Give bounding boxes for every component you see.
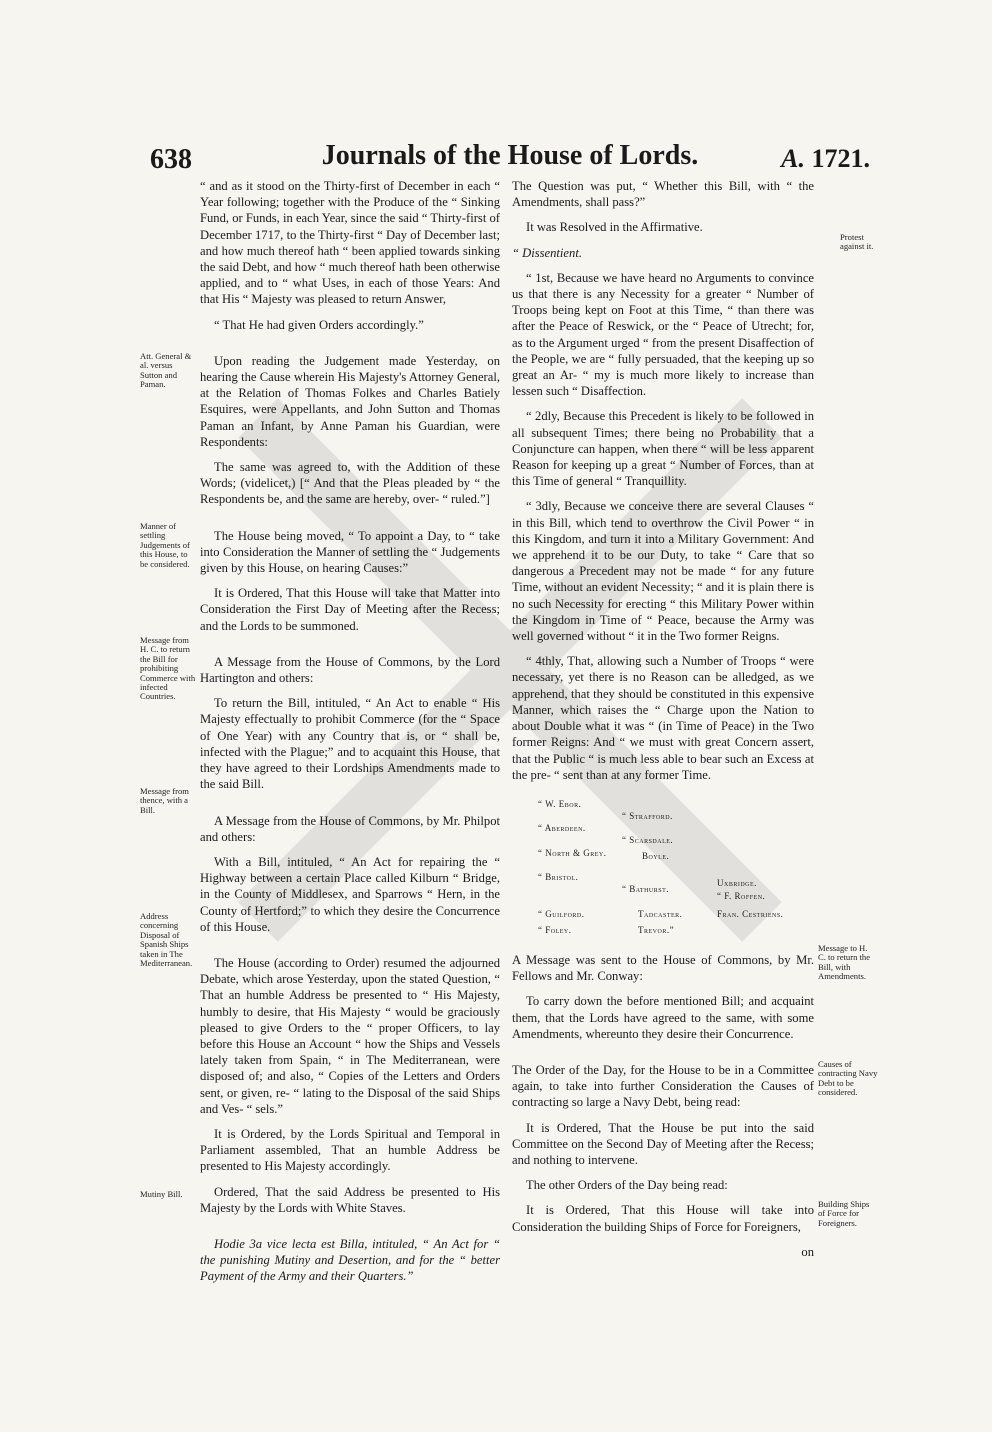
paragraph: “ and as it stood on the Thirty-first of December in each “ Year following; together with the Produce of the “ Sinking Fund, or Funds, in each Year, since the said “ Thirty-first of December 1717, to the Thirty-first “ Day of December last; and how much thereof hath “ been applied towards sinking the said Debt, and how “ much thereof hath been otherwise applied, and to “ what Uses, in each of those Years: And that His “ Majesty was pleased to return Answer, [200, 179, 500, 307]
margin-note: Protest against it. [840, 232, 874, 252]
signatures-block [512, 792, 814, 935]
signature: “ W. Ebor. [538, 798, 582, 809]
margin-note: Message to H. C. to return the Bill, with Amendments. [818, 943, 871, 982]
signature: Uxbridge. [717, 877, 757, 888]
signature: Boyle. [642, 850, 670, 861]
signature: “ North & Grey. [538, 847, 607, 858]
paragraph: It is Ordered, That this House will take into Consideration the building Ships of Force for Foreigners, [512, 1203, 814, 1234]
margin-note: Address concerning Disposal of Spanish Ships taken in The Mediterranean. [140, 911, 193, 969]
paragraph: It is Ordered, That this House will take that Matter into Consideration the First Day of Meeting after the Recess; and the Lords to be summoned. [200, 586, 500, 633]
journal-title: Journals of the House of Lords. [321, 140, 699, 171]
margin-note: Att. General & al. versus Sutton and Paman. [140, 351, 192, 390]
signature: “ Foley. [538, 924, 572, 935]
margin-note: Building Ships of Force for Foreigners. [818, 1199, 870, 1228]
paragraph: The Order of the Day, for the House to be in a Committee again, to take into further Consideration the Causes of contracting so large a Navy Debt, being read: [512, 1062, 814, 1110]
page-number: 638 [150, 144, 192, 175]
year-marker: A. 1721. [781, 144, 870, 173]
signature: “ Aberdeen. [538, 822, 586, 833]
signature: “ Scarsdale. [622, 834, 674, 845]
paragraph: The other Orders of the Day being read: [526, 1178, 728, 1193]
page-header [150, 140, 870, 180]
paragraph: A Message was sent to the House of Commons, by Mr. Fellows and Mr. Conway: [512, 952, 814, 984]
right-column [512, 178, 814, 1269]
paragraph: “ 4thly, That, allowing such a Number of Troops “ were necessary, yet there is no Reason can be alledged, as we apprehend, that they should be constituted in this expensive Manner, which raises the “ Charge upon the Nation to about Double what it was “ (in Time of Peace) in the Two former Reigns: And “ we must with great Concern assert, that the Public “ is much less able to bear such an Excess at the pre- “ sent than at any former Time. [512, 654, 814, 782]
signature: Tadcaster. [638, 908, 683, 919]
signature: “ Bristol. [538, 871, 579, 882]
paragraph: Hodie 3a vice lecta est Billa, intituled, “ An Act for “ the punishing Mutiny and Desertion, and for the “ better Payment of the Army and their Quarters.” [200, 1236, 500, 1284]
paragraph: The House (according to Order) resumed the adjourned Debate, which arose Yesterday, upon the stated Question, “ That an humble Address be presented to “ His Majesty, humbly to desire, that His Majesty “ would be graciously pleased to give Orders to the “ proper Officers, to lay before this House an Account “ how the Ships and Vessels lately taken from Spain, “ in The Mediterranean, were disposed of; and also, “ Copies of the Letters and Orders sent, or given, re- “ lating to the Disposal of the said Ships and Ves- “ sels.” [200, 955, 500, 1116]
signature: “ Strafford. [622, 810, 673, 821]
catchword: on [801, 1244, 814, 1259]
paragraph: “ 2dly, Because this Precedent is likely to be followed in all subsequent Times; there being no Probability that a Conjuncture can happen, when there “ will be less apparent Reason for keeping up a great “ Number of Forces, than at this Time of general “ Tranquillity. [512, 409, 814, 489]
dissent-heading: “ Dissentient. [512, 245, 582, 260]
left-column [200, 178, 500, 1294]
margin-note: Causes of contracting Navy Debt to be considered. [818, 1059, 878, 1098]
paragraph: The House being moved, “ To appoint a Day, to “ take into Consideration the Manner of settling the “ Judgements given by this House, on hearing Causes:” [200, 528, 500, 576]
paragraph: The Question was put, “ Whether this Bill, with “ the Amendments, shall pass?” [512, 179, 814, 210]
signature: Fran. Cestriens. [717, 908, 784, 919]
paragraph: It was Resolved in the Affirmative. [526, 220, 703, 235]
signature: “ Guilford. [538, 908, 585, 919]
paragraph: A Message from the House of Commons, by Mr. Philpot and others: [200, 813, 500, 844]
paragraph: It is Ordered, by the Lords Spiritual and Temporal in Parliament assembled, That an humble Address be presented to His Majesty accordingly. [200, 1126, 500, 1174]
paragraph: “ That He had given Orders accordingly.” [214, 317, 424, 332]
margin-note: Message from H. C. to return the Bill for prohibiting Commerce with infected Countries. [140, 635, 196, 702]
margin-note: Mutiny Bill. [140, 1189, 183, 1199]
paragraph: Upon reading the Judgement made Yesterday, on hearing the Cause wherein His Majesty's Attorney General, at the Relation of Thomas Folkes and Charles Batiely Esquires, were Appellants, and John Sutton and Thomas Paman an Infant, by Anne Paman his Guardian, were Respondents: [200, 353, 500, 449]
paragraph: To return the Bill, intituled, “ An Act to enable “ His Majesty effectually to prohibit Commerce (for the “ Space of One Year) with any Country that is, or “ shall be, infected with the Plague;” and to acquaint this House, that they have agreed to their Lordships Amendments made to the said Bill. [200, 696, 500, 792]
paragraph: The same was agreed to, with the Addition of these Words; (videlicet,) [“ And that the Pleas pleaded by “ the Respondents be, and the same are hereby, over- “ ruled.”] [200, 460, 500, 507]
paragraph: It is Ordered, That the House be put into the said Committee on the Second Day of Meeting after the Recess; and nothing to intervene. [512, 1120, 814, 1167]
signature: Trevor.” [638, 924, 675, 935]
paragraph: A Message from the House of Commons, by the Lord Hartington and others: [200, 654, 500, 686]
paragraph: With a Bill, intituled, “ An Act for repairing the “ Highway between a certain Place called Kilburn “ Bridge, in the County of Middlesex, and Sparrows “ Hern, in the County of Hertford;” to which they desire the Concurrence of this House. [200, 854, 500, 934]
paragraph: To carry down the before mentioned Bill; and acquaint them, that the Lords have agreed to the same, with some Amendments, whereunto they desire their Concurrence. [512, 994, 814, 1041]
margin-note: Message from thence, with a Bill. [140, 786, 189, 815]
signature: “ F. Roffen. [717, 890, 766, 901]
paragraph: “ 3dly, Because we conceive there are several Clauses “ in this Bill, which tend to overthrow the Civil Power “ in this Kingdom, and turn it into a Military Government: And we apprehend it to be our Duty, to take “ Care that so dangerous a Precedent may not be made “ for any future Time, without an evident Necessity; “ and it is plain there is no such Necessity for erecting “ this Military Power within the Kingdom in Time of “ Peace, because the Army was well governed without “ it in the Two former Reigns. [512, 499, 814, 644]
paragraph: Ordered, That the said Address be presented to His Majesty by the Lords with White Staves. [200, 1184, 500, 1215]
paragraph: “ 1st, Because we have heard no Arguments to convince us that there is any Necessity for a greater “ Number of Troops being kept on Foot at this Time, “ than there was after the Peace of Reswick, or the “ Peace of Utrecht; for, as to the Argument urged “ from the present Disaffection of the People, we are “ fully persuaded, that the keeping up so great an Ar- “ my is much more likely to increase than lessen such “ Disaffection. [512, 270, 814, 399]
margin-note: Manner of settling Judgements of this House, to be considered. [140, 521, 190, 569]
signature: “ Bathurst. [622, 883, 670, 894]
